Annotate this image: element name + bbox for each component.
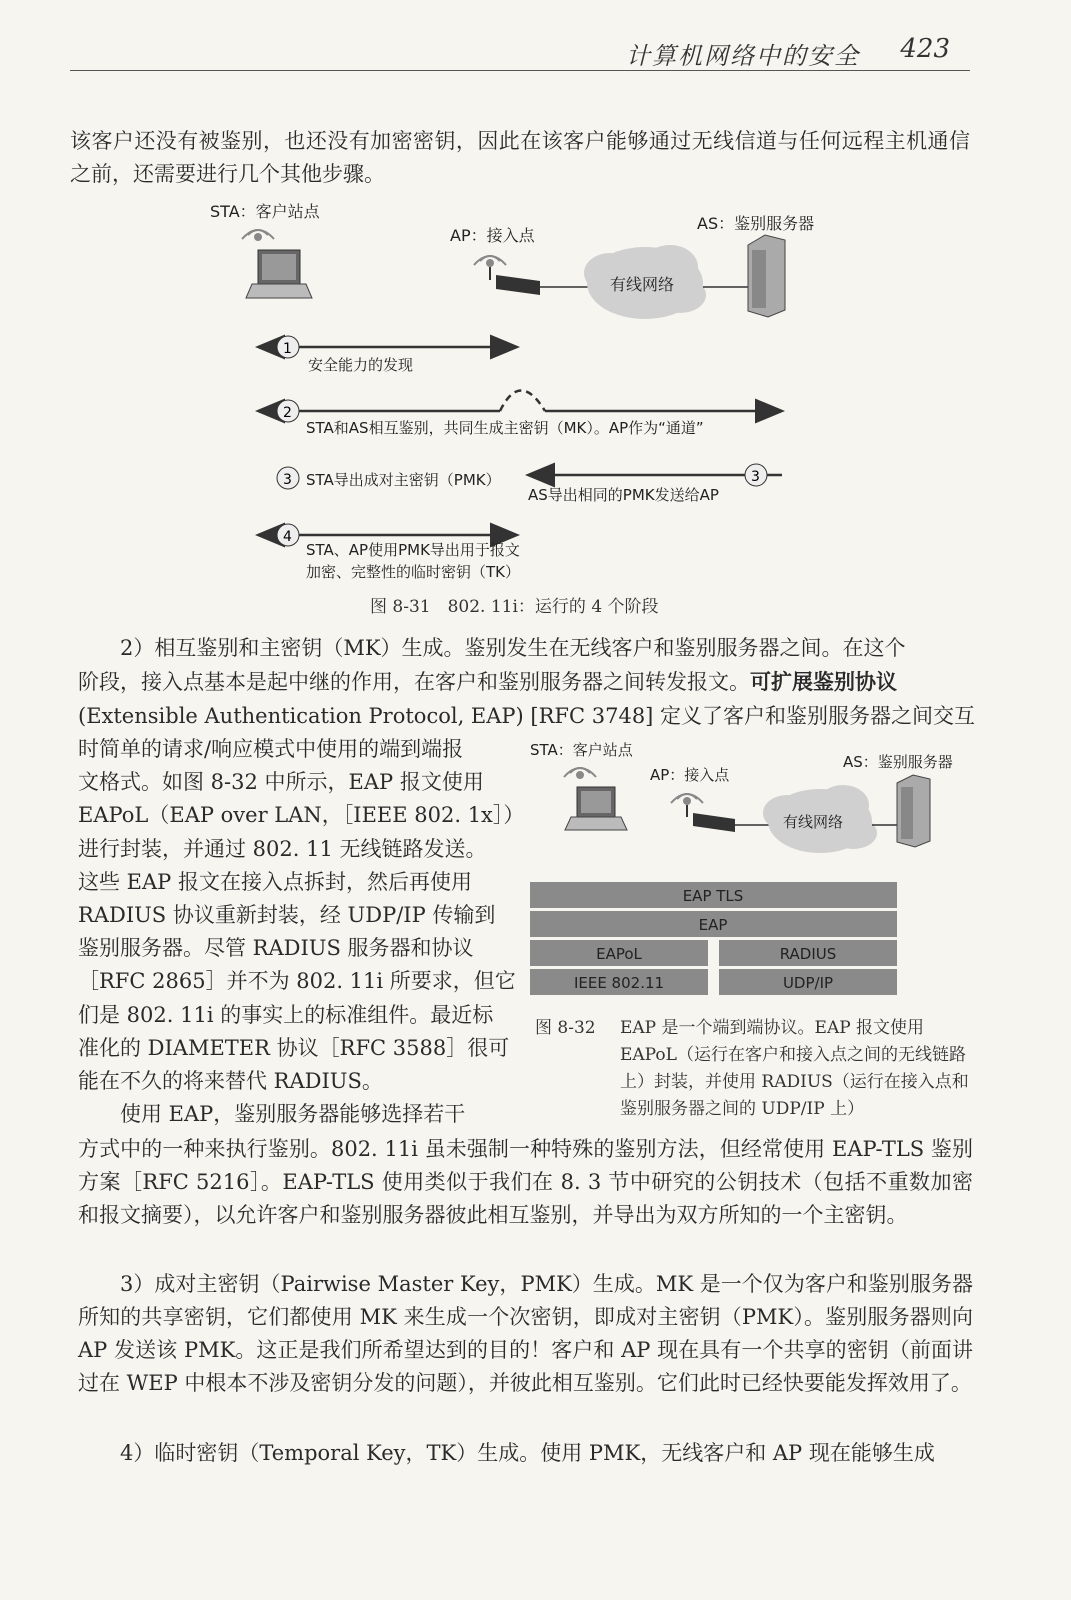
- para3: 3）成对主密钥（Pairwise Master Key，PMK）生成。MK 是一个仅为客户和鉴别服务器所知的共享密钥，它们都使用 MK 来生成一个次密钥，即成对主密钥（PMK）。鉴别服务器则向 AP 发送该 PMK。这正是我们所希望达到的目的！客户和 AP 现在具有一个共享的密钥（前面讲过在 WEP 中根本不涉及密钥分发的问题），并彼此相互鉴别。它们此时已经快要能发挥效用了。: [78, 1272, 973, 1395]
- layer-radius-label: RADIUS: [779, 945, 837, 963]
- eap-term: 可扩展鉴别协议: [750, 671, 897, 694]
- ap-label: AP：接入点: [650, 766, 730, 784]
- figure-8-32-text: EAP 是一个端到端协议。EAP 报文使用 EAPoL（运行在客户和接入点之间的无线链路上）封装，并使用 RADIUS（运行在接入点和鉴别服务器之间的 UDP/IP 上）: [620, 1018, 969, 1119]
- step2-number: 2: [283, 405, 292, 421]
- wrap-line: 准化的 DIAMETER 协议［RFC 3588］很可: [78, 1035, 510, 1060]
- layer-eapol-label: EAPoL: [596, 945, 642, 963]
- step3-left-label: STA导出成对主密钥（PMK）: [306, 471, 501, 489]
- server-icon: [897, 775, 930, 847]
- sta-label: STA：客户站点: [530, 741, 633, 759]
- figure-8-32-number: 图 8-32: [535, 1018, 596, 1038]
- laptop-icon: [565, 787, 627, 830]
- wrap-line: 这些 EAP 报文在接入点拆封，然后再使用: [78, 869, 472, 894]
- wrap-line: ［RFC 2865］并不为 802. 11i 所要求，但它: [78, 969, 516, 994]
- wrap-line: 文格式。如图 8-32 中所示，EAP 报文使用: [78, 770, 484, 795]
- wrap-line: 进行封装，并通过 802. 11 无线链路发送。: [78, 836, 487, 861]
- layer-eap-tls-label: EAP TLS: [682, 887, 744, 905]
- figure-8-31: [200, 195, 840, 595]
- server-icon: [748, 235, 785, 317]
- step4-label-line2: 加密、完整性的临时密钥（TK）: [306, 563, 521, 581]
- step2-label: STA和AS相互鉴别，共同生成主密钥（MK）。AP作为“通道”: [306, 419, 704, 437]
- page-number: 423: [900, 34, 950, 64]
- para2-line2-text: 阶段，接入点基本是起中继的作用，在客户和鉴别服务器之间转发报文。: [78, 670, 750, 694]
- access-point-icon: [490, 267, 540, 295]
- wrap-line: 鉴别服务器。尽管 RADIUS 服务器和协议: [78, 936, 474, 961]
- protocol-stack: [530, 882, 897, 995]
- step1-label: 安全能力的发现: [308, 356, 414, 374]
- step3-right-label: AS导出相同的PMK发送给AP: [528, 486, 719, 504]
- wrap-line: 能在不久的将来替代 RADIUS。: [78, 1069, 383, 1094]
- cloud-label: 有线网络: [610, 275, 675, 294]
- step3-left-number: 3: [283, 472, 292, 488]
- step3-right-number: 3: [751, 469, 760, 485]
- access-point-icon: [687, 805, 735, 832]
- intro-paragraph: 该客户还没有被鉴别，也还没有加密密钥，因此在该客户能够通过无线信道与任何远程主机通信之前，还需要进行几个其他步骤。: [70, 129, 970, 186]
- ap-label: AP：接入点: [450, 226, 535, 245]
- as-label: AS：鉴别服务器: [843, 753, 953, 771]
- sta-label: STA：客户站点: [210, 202, 320, 221]
- step2-arc: [500, 391, 545, 412]
- wifi-signal-icon: [474, 256, 506, 266]
- wrap-line: 使用 EAP，鉴别服务器能够选择若干: [78, 1102, 466, 1127]
- figure-8-32: [525, 735, 975, 1005]
- laptop-icon: [246, 250, 312, 298]
- para2-wrapped-column: [78, 733, 525, 1131]
- step1-number: 1: [283, 341, 292, 357]
- layer-eap-label: EAP: [698, 916, 728, 934]
- wrap-line: 们是 802. 11i 的事实上的标准组件。最近标: [78, 1002, 494, 1027]
- chapter-title: 计算机网络中的安全: [626, 42, 860, 70]
- para2-line1: 2）相互鉴别和主密钥（MK）生成。鉴别发生在无线客户和鉴别服务器之间。在这个: [120, 636, 906, 660]
- wifi-signal-icon: [242, 230, 274, 240]
- cloud-label: 有线网络: [783, 813, 844, 831]
- para2-line3: (Extensible Authentication Protocol, EAP) [RFC 3748] 定义了客户和鉴别服务器之间交互: [78, 704, 976, 728]
- wifi-signal-icon: [564, 768, 596, 778]
- figure-8-31-caption: 图 8-31 802. 11i：运行的 4 个阶段: [370, 597, 659, 617]
- step4-number: 4: [283, 529, 292, 545]
- wrap-line: RADIUS 协议重新封装，经 UDP/IP 传输到: [78, 903, 496, 928]
- wrap-line: EAPoL（EAP over LAN，［IEEE 802. 1x］）: [78, 803, 525, 828]
- para2-continuation: 方式中的一种来执行鉴别。802. 11i 虽未强制一种特殊的鉴别方法，但经常使用 EAP-TLS 鉴别方案［RFC 5216］。EAP-TLS 使用类似于我们在 8. 3 节中研究的公钥技术（包括不重数加密和报文摘要），以允许客户和鉴别服务器彼此相互鉴别，并导出为双方所知的一个主密钥。: [78, 1137, 973, 1227]
- para4: 4）临时密钥（Temporal Key，TK）生成。使用 PMK，无线客户和 AP 现在能够生成: [120, 1441, 935, 1465]
- step4-label-line1: STA、AP使用PMK导出用于报文: [306, 541, 520, 559]
- wifi-signal-icon: [671, 794, 703, 804]
- as-label: AS：鉴别服务器: [697, 214, 815, 233]
- running-header: [70, 30, 970, 71]
- wrap-line: 时简单的请求/响应模式中使用的端到端报: [78, 737, 464, 761]
- layer-udpip-label: UDP/IP: [782, 974, 834, 992]
- para2-line2: [78, 666, 978, 699]
- layer-ieee-label: IEEE 802.11: [573, 974, 665, 992]
